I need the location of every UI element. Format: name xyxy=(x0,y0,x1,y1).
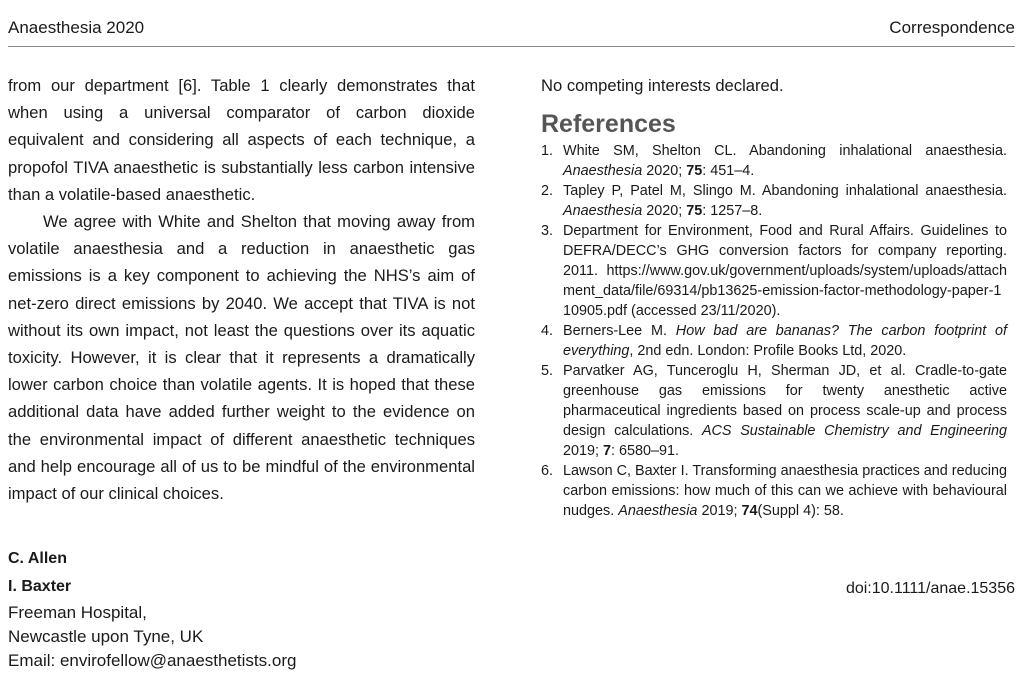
reference-journal: ACS Sustainable Chemistry and Engineering xyxy=(701,423,1007,439)
reference-title: How bad are bananas? The carbon footprint of everything xyxy=(563,323,1008,359)
reference-volume: 74 xyxy=(741,503,758,519)
reference-journal: Anaesthesia xyxy=(618,503,698,519)
email-address: Email: envirofellow@anaesthetists.org xyxy=(8,651,297,670)
reference-item: 1. White SM, Shelton CL. Abandoning inhalational anaesthesia. Anaesthesia 2020; 75: 451–4. xyxy=(541,143,1007,179)
body-paragraph-1: from our department [6]. Table 1 clearly demonstrates that when using a universal comparator of carbon dioxide equivalent and considering all aspects of each technique, a propofol TIVA anaesthetic is substantially less carbon intensive than a volatile-based anaesthetic. xyxy=(8,76,475,204)
journal-name: Anaesthesia 2020 xyxy=(8,18,145,37)
reference-number: 4. xyxy=(541,323,554,339)
section-name: Correspondence xyxy=(889,18,1015,37)
doi-link[interactable]: doi:10.1111/anae.15356 xyxy=(845,580,1015,597)
references-heading: References xyxy=(541,110,676,138)
running-header xyxy=(8,14,1015,47)
location: Newcastle upon Tyne, UK xyxy=(8,627,204,646)
reference-volume: 7 xyxy=(603,443,612,459)
reference-number: 5. xyxy=(541,363,554,379)
reference-journal: Anaesthesia xyxy=(563,163,643,179)
reference-item: 3. Department for Environment, Food and Rural Affairs. Guidelines to DEFRA/DECC’s GHG conversion factors for company reporting. 2011. https://www.gov.uk/government/uploads/system/uploads/attachment_data/file/69314/pb13625-emission-factor-methodology-paper-110905.pdf (accessed 23/11/2020). xyxy=(541,223,1007,319)
reference-item: 4. Berners-Lee M. How bad are bananas? The carbon footprint of everything, 2nd edn. London: Profile Books Ltd, 2020. xyxy=(541,323,1008,359)
author-name-2: I. Baxter xyxy=(8,578,72,595)
author-name-1: C. Allen xyxy=(8,550,67,567)
main-text-column xyxy=(8,72,475,507)
author-block xyxy=(8,545,408,673)
reference-number: 2. xyxy=(541,183,554,199)
reference-number: 3. xyxy=(541,223,554,239)
side-column xyxy=(541,72,1007,521)
reference-journal: Anaesthesia xyxy=(563,203,643,219)
reference-item: 2. Tapley P, Patel M, Slingo M. Abandoning inhalational anaesthesia. Anaesthesia 2020; 75: 1257–8. xyxy=(541,183,1007,219)
reference-item: 5. Parvatker AG, Tunceroglu H, Sherman JD, et al. Cradle-to-gate greenhouse gas emissions for twenty anesthetic active pharmaceutical ingredients based on process scale-up and process design calculations. ACS Sustainable Chemistry and Engineering 2019; 7: 6580–91. xyxy=(541,363,1007,459)
reference-url[interactable]: https://www.gov.uk/government/uploads/system/uploads/attachment_data/file/69314/pb13625-emission-factor-methodology-paper-110905.pdf xyxy=(563,263,1007,319)
reference-list xyxy=(541,141,1007,521)
body-paragraph-2: We agree with White and Shelton that moving away from volatile anaesthesia and a reduction in anaesthetic gas emissions is a key component to achieving the NHS’s aim of net-zero direct emissions by 2040. We accept that TIVA is not without its own impact, not least the questions over its aquatic toxicity. However, it is clear that it represents a dramatically lower carbon choice than volatile agents. It is hoped that these additional data have added further weight to the evidence on the environmental impact of different anaesthetic techniques and help encourage all of us to be mindful of the environmental impact of our clinical choices. xyxy=(8,212,475,504)
competing-interests: No competing interests declared. xyxy=(541,76,784,95)
institution: Freeman Hospital, xyxy=(8,603,147,622)
reference-volume: 75 xyxy=(686,203,703,219)
reference-number: 1. xyxy=(541,143,554,159)
reference-volume: 75 xyxy=(686,163,703,179)
reference-number: 6. xyxy=(541,463,554,479)
reference-item: 6. Lawson C, Baxter I. Transforming anaesthesia practices and reducing carbon emissions: how much of this can we achieve with behavioural nudges. Anaesthesia 2019; 74(Suppl 4): 58. xyxy=(541,463,1007,519)
